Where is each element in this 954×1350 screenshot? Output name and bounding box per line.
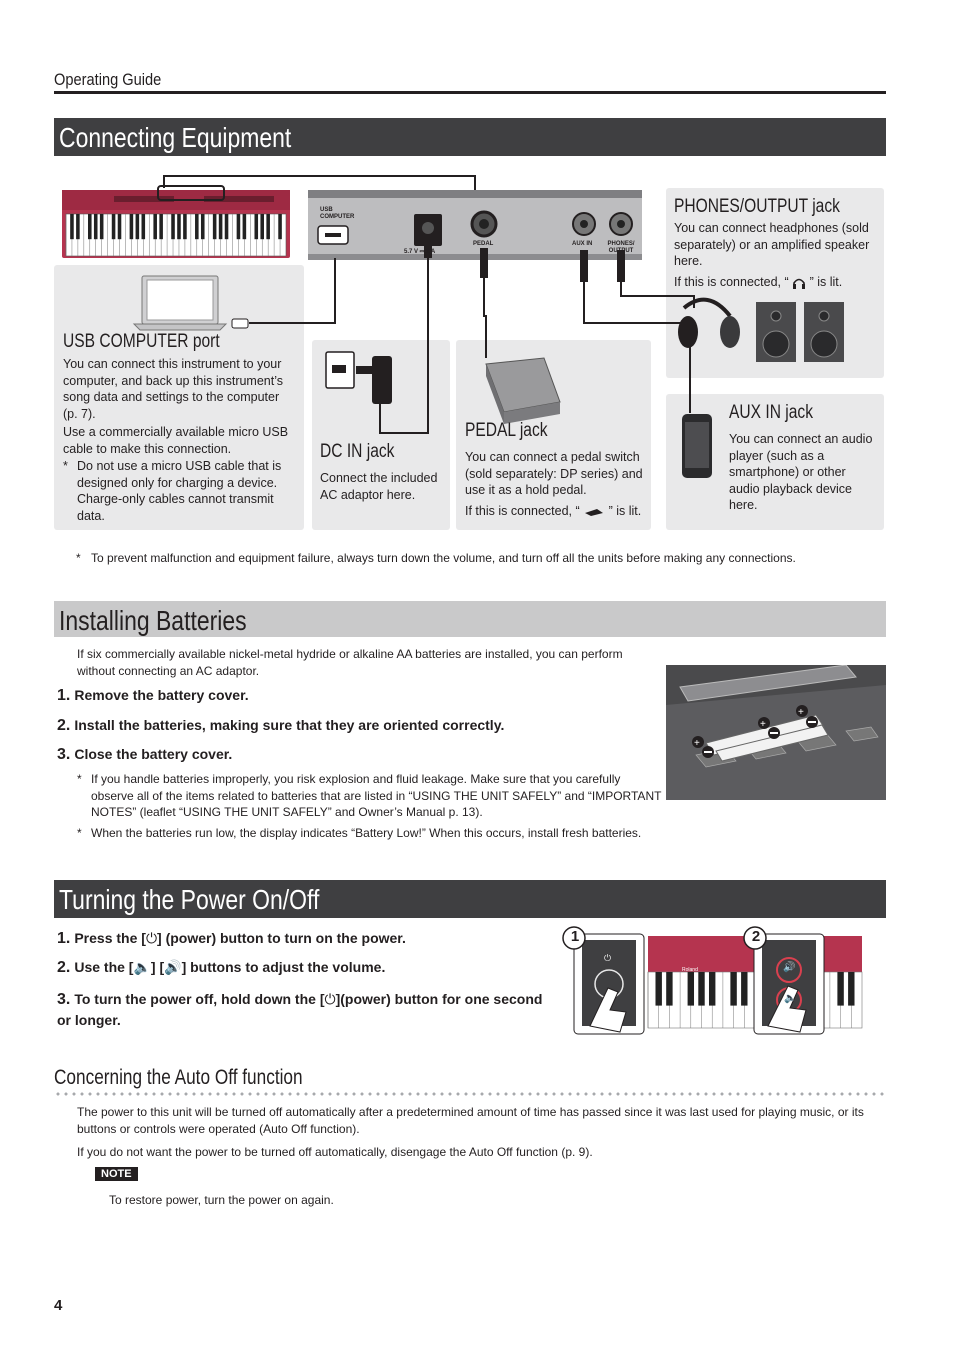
auto-off-title: Concerning the Auto Off function — [54, 1066, 303, 1089]
headphones-illustration — [678, 300, 740, 348]
note-text: To restore power, turn the power on again. — [109, 1193, 334, 1207]
svg-text:+: + — [760, 719, 766, 730]
svg-text:+: + — [694, 738, 700, 749]
power-step-2: 2. Use the [🔈] [🔊] buttons to adjust the volume. — [57, 959, 386, 976]
page-number: 4 — [54, 1297, 63, 1314]
step-text: ] [ — [150, 959, 165, 975]
battery-step-3: 3. Close the battery cover. — [57, 746, 233, 763]
callout-1: 1 — [570, 928, 580, 945]
step-text: Remove the battery cover. — [74, 687, 249, 703]
roland-logo: Roland — [682, 967, 698, 973]
headphones-icon — [792, 277, 806, 289]
volume-up-icon: 🔊 — [164, 959, 182, 975]
battery-illustration — [666, 665, 886, 800]
guide-label: Operating Guide — [54, 70, 162, 89]
connect-note: To prevent malfunction and equipment failure, always turn down the volume, and turn off all the units before making any connections. — [91, 551, 796, 565]
step-text: Install the batteries, making sure that they are oriented correctly. — [74, 717, 505, 733]
header-rule — [54, 91, 886, 94]
dc-panel-text: Connect the included AC adaptor here. — [320, 471, 438, 502]
power-step-1: 1. Press the [⏻] (power) button to turn on the power. — [57, 930, 406, 947]
power-illustration — [560, 926, 864, 1038]
battery-note-mark: * — [77, 826, 82, 840]
note-badge: NOTE — [95, 1167, 138, 1181]
section-title: Installing Batteries — [59, 605, 247, 636]
rear-label-dc: 5.7 V ⎓ 2 A — [404, 249, 436, 255]
usb-panel-text-2: Use a commercially available micro USB cable to make this connection. — [63, 425, 289, 456]
svg-text:+: + — [798, 707, 804, 718]
step-text: Press the [ — [74, 930, 146, 946]
section-batteries — [54, 601, 886, 637]
pedal-panel-title: PEDAL jack — [465, 420, 548, 441]
usb-note-mark: * — [63, 459, 68, 473]
rear-label-pedal: PEDAL — [473, 241, 494, 247]
power-button-icon: ⏻ — [604, 953, 612, 963]
usb-panel-text: You can connect this instrument to your computer, and back up this instrument’s song data and settings to the computer (p. 7). — [63, 357, 284, 421]
usb-panel-note: Do not use a micro USB cable that is designed only for charging a device. Charge-only cables cannot transmit data. — [77, 459, 282, 523]
usb-panel-title: USB COMPUTER port — [63, 331, 220, 352]
auto-off-text-2: If you do not want the power to be turned off automatically, disengage the Auto Off function (p. 9). — [77, 1145, 593, 1159]
smartphone-illustration — [682, 414, 712, 478]
rear-label-phones: PHONES/ OUTPUT — [607, 241, 635, 254]
pedal-illustration — [486, 358, 560, 424]
phones-panel-title: PHONES/OUTPUT jack — [674, 196, 840, 217]
phones-lit-pre: If this is connected, “ — [674, 275, 789, 289]
phones-lit-post: ” is lit. — [809, 275, 843, 289]
phones-panel-text: You can connect headphones (sold separately) or an amplified speaker here. — [674, 221, 870, 268]
pedal-icon — [583, 507, 605, 517]
power-step-3: 3. To turn the power off, hold down the [⏻](power) button for one second or longer. — [57, 991, 543, 1028]
dc-panel-title: DC IN jack — [320, 441, 395, 462]
volume-down-button-icon: 🔈 — [784, 993, 797, 1004]
ac-adaptor-illustration — [326, 352, 392, 404]
step-text: Use the [ — [74, 959, 134, 975]
phones-lit-line — [674, 274, 842, 291]
laptop-illustration — [134, 276, 248, 330]
battery-note-2: When the batteries run low, the display indicates “Battery Low!” When this occurs, install fresh batteries. — [91, 826, 642, 840]
step-text: ] buttons to adjust the volume. — [181, 959, 386, 975]
pedal-lit-pre: If this is connected, “ — [465, 504, 580, 518]
volume-down-icon: 🔈 — [133, 959, 151, 975]
step-text: To turn the power off, hold down the [ — [74, 991, 325, 1007]
batteries-intro: If six commercially available nickel-metal hydride or alkaline AA batteries are installed, you can perform without connecting an AC adaptor. — [77, 647, 623, 678]
step-text: ](power) button for one second or longer. — [57, 991, 543, 1028]
aux-panel-title: AUX IN jack — [729, 402, 813, 423]
section-power — [54, 880, 886, 918]
callout-2: 2 — [751, 928, 761, 945]
rear-label-aux: AUX IN — [572, 241, 593, 247]
battery-note-mark: * — [77, 772, 82, 786]
dotted-divider — [54, 1092, 886, 1096]
step-text: ] (power) button to turn on the power. — [157, 930, 406, 946]
section-title: Connecting Equipment — [59, 122, 292, 153]
power-icon: ⏻ — [324, 991, 336, 1007]
power-icon: ⏻ — [145, 930, 158, 946]
connect-note-mark: * — [76, 551, 81, 565]
aux-panel-text: You can connect an audio player (such as a smartphone) or other audio playback device here. — [729, 432, 873, 512]
step-text: Close the battery cover. — [74, 746, 233, 762]
rear-label-usb: USB COMPUTER — [320, 207, 355, 220]
section-title: Turning the Power On/Off — [59, 884, 320, 915]
battery-step-2: 2. Install the batteries, making sure that they are oriented correctly. — [57, 717, 505, 734]
speakers-illustration — [756, 302, 844, 362]
pedal-lit-line — [465, 503, 641, 520]
rear-panel — [308, 190, 642, 260]
volume-up-button-icon: 🔊 — [783, 962, 796, 973]
auto-off-text-1: The power to this unit will be turned off automatically after a predetermined amount of time has passed since it was last used for playing music, or its buttons or controls were operated (Auto Off function). — [77, 1105, 864, 1136]
battery-note-1: If you handle batteries improperly, you risk explosion and fluid leakage. Make sure that you carefully observe all of the items related to batteries that are listed in “USING THE UNIT SAFELY” and “IMPORTANT NOTES” (leaflet “USING THE UNIT SAFELY” and Owner’s Manual p. 13). — [91, 772, 662, 819]
pedal-panel-text: You can connect a pedal switch (sold separately: DP series) and use it as a hold pedal. — [465, 450, 643, 497]
pedal-lit-post: ” is lit. — [608, 504, 642, 518]
section-connecting — [54, 118, 886, 156]
battery-step-1: 1. Remove the battery cover. — [57, 687, 249, 704]
